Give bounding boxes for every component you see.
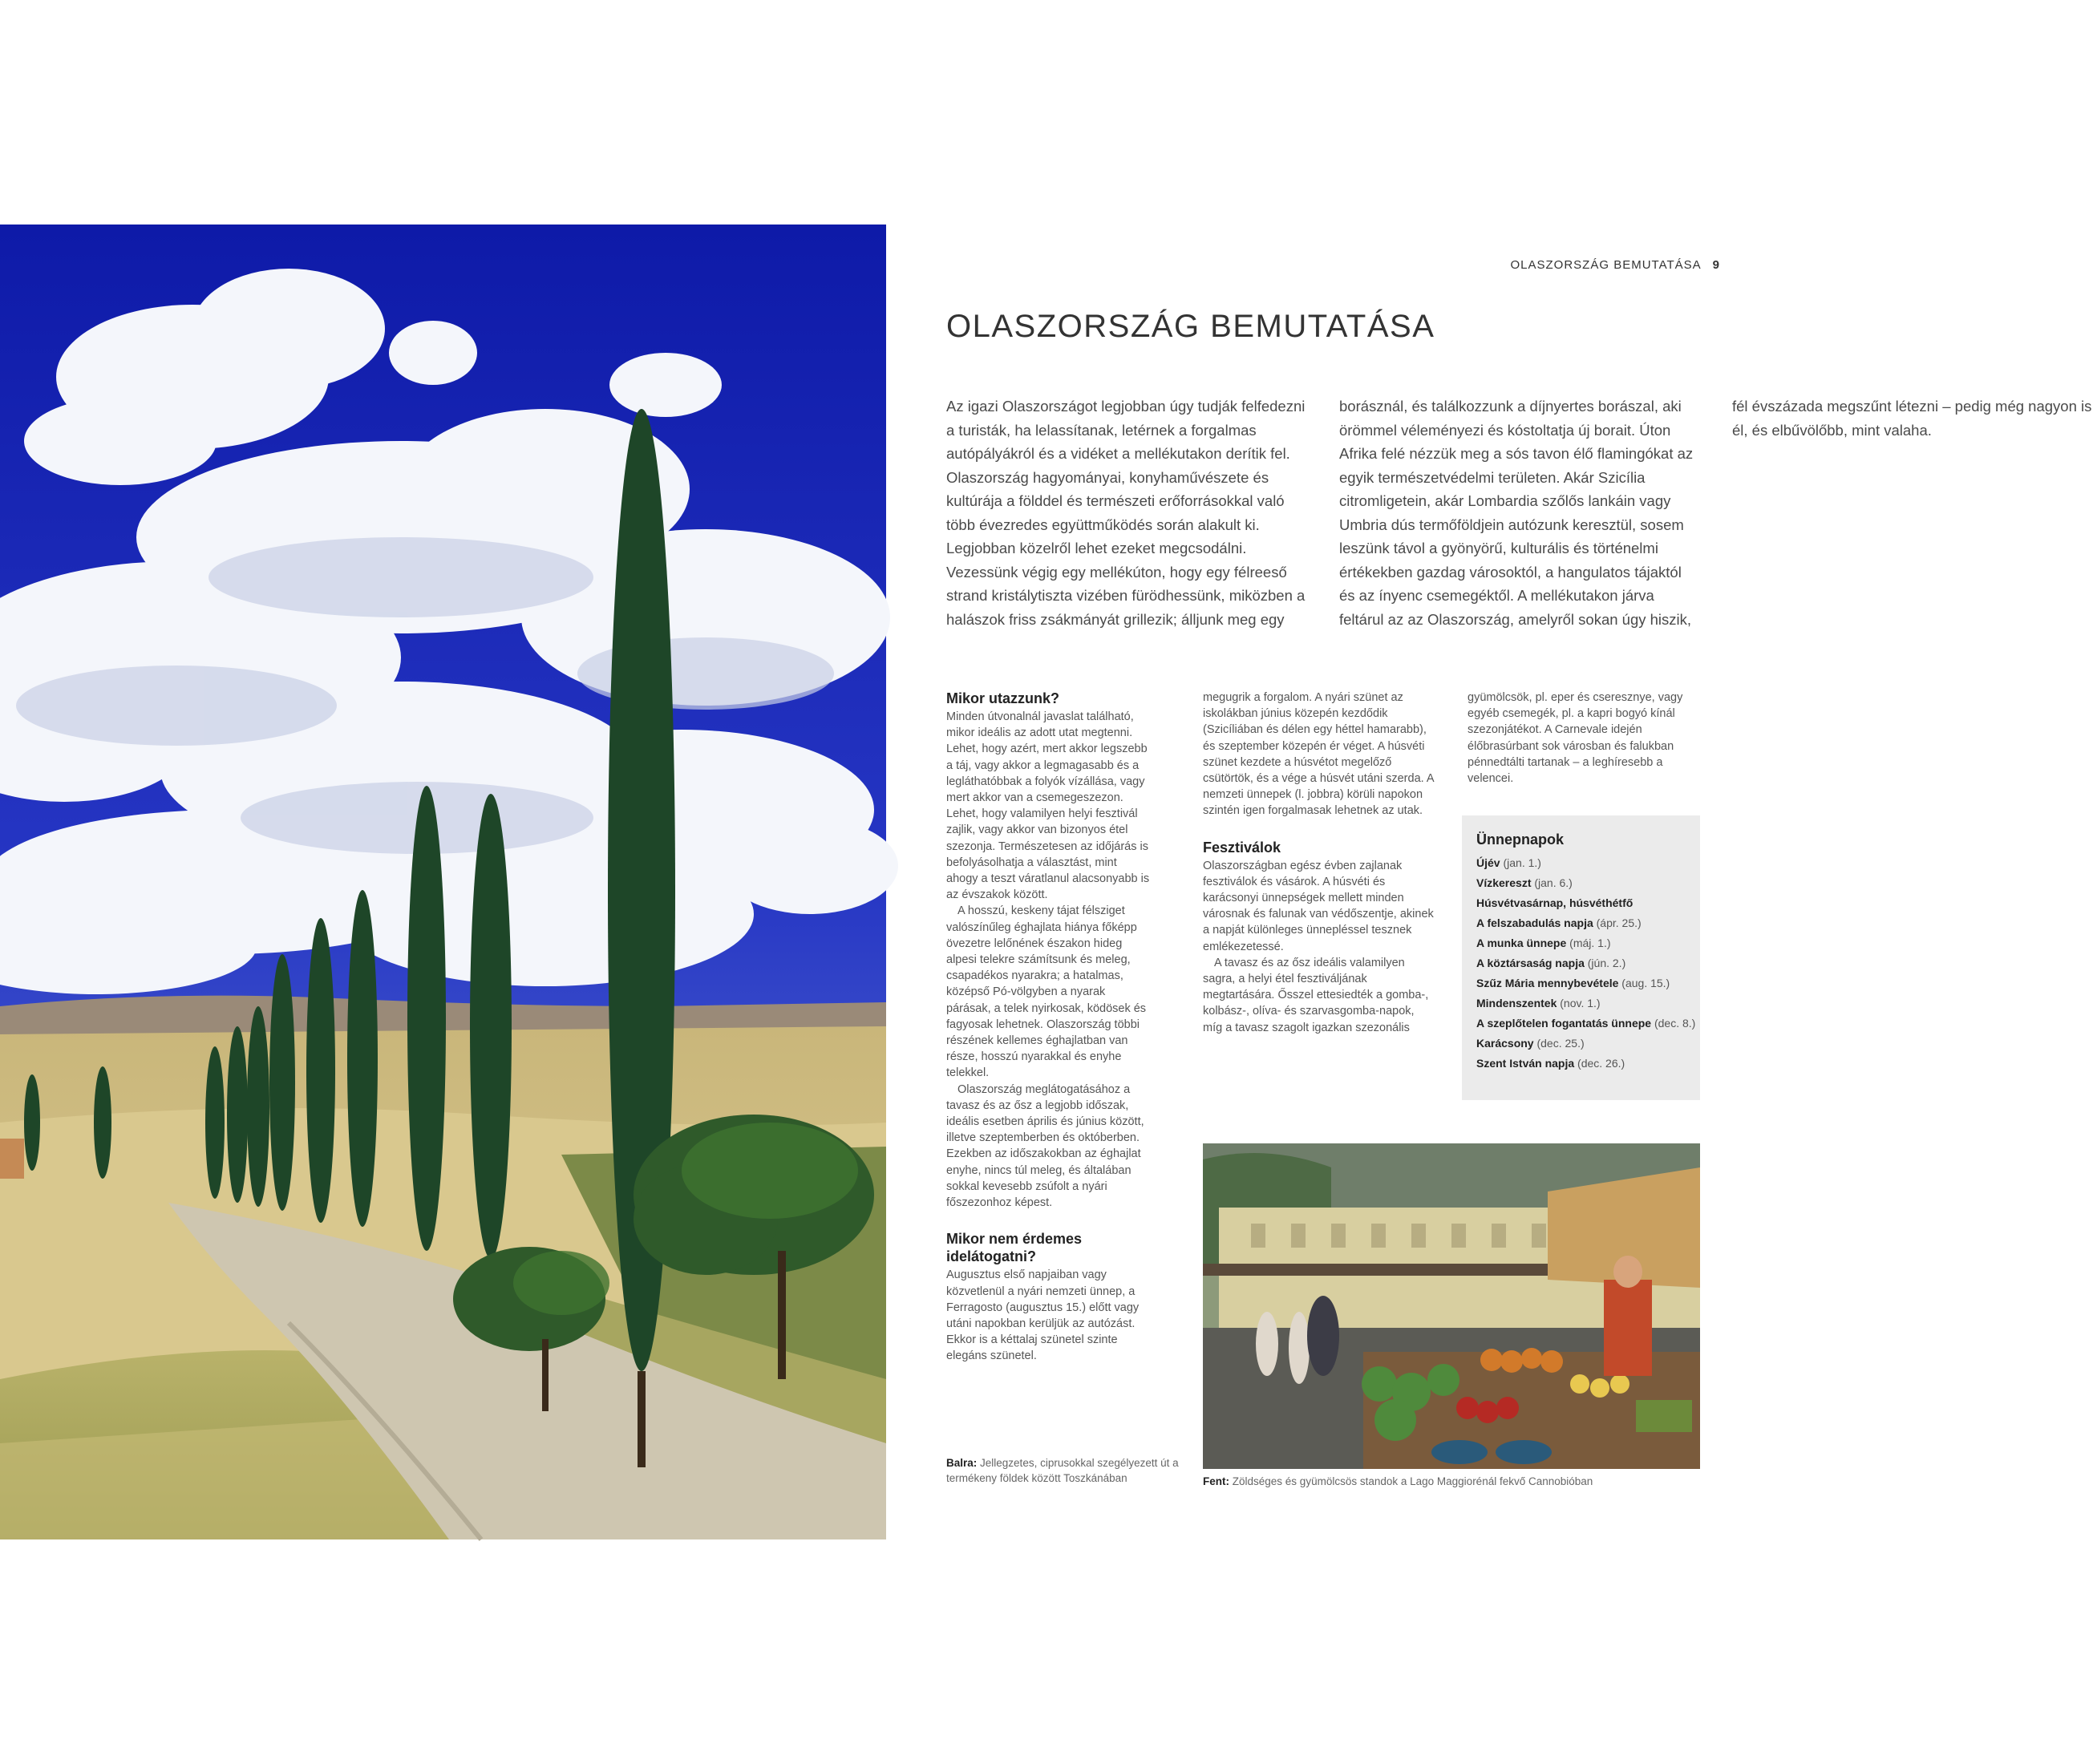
intro-paragraph: Az igazi Olaszországot legjobban úgy tudják felfedezni a turisták, ha lelassítanak, letérnek a forgalmas autópályákról és a vidéket a mellékutakon derítik fel. Olaszország hagyományai, konyhaművészete és kultúrája a földdel és természeti erőforrásokkal való több évezredes együttműködés során alakult ki. Legjobban közelről lehet ezeket megcsodálni. Vezessünk végig egy mellékúton, hogy egy félreeső strand kristálytiszta vizében fürödhessünk, miközben a halászok friss zsákmányát grillezik; álljunk meg egy borásznál, és találkozzunk a díjnyertes borászal, aki örömmel véleményezi és kóstoltatja új borait. Úton Afrika felé nézzük meg a sós tavon élő flamingókat az egyik természetvédelmi területen. Akár Szicília citromligetein, akár Lombardia szőlős lankáin vagy Umbria dús termőföldjein autózunk keresztül, sosem leszünk távol a gyönyörű, kulturális és történelmi értékekben gazdag városoktól, a hangulatos tájaktól és az ínyenc csemegéktől. A mellékutakon járva feltárul az az Olaszország, amelyről sokan úgy hiszik, fél évszázada megszűnt létezni – pedig még nagyon is él, és elbűvölőbb, mint valaha. [946,398,2092,628]
holiday-date: (aug. 15.) [1621,977,1670,989]
holiday-row [1476,853,1689,873]
running-head-title: OLASZORSZÁG BEMUTATÁSA [1510,258,1702,272]
paragraph: A tavasz és az ősz ideális valamilyen sagra, a helyi étel fesztiváljának megtartására. Ősszel ettesiedték a gomba-, kolbász-, olíva- és szarvasgomba-napok, míg a tavasz szagolt igazkan szezonális [1203,956,1429,1034]
holiday-row [1476,1013,1696,1034]
public-holidays-box [1462,815,1700,1100]
paragraph: megugrik a forgalom. A nyári szünet az iskolákban június közepén kezdődik (Szicíliában és délen egy héttel hamarabb), és szeptember közepén ér véget. A húsvéti szünet kezdete a húsvétot megelőző csütörtök, és a vége a húsvét utáni szerda. A nemzeti ünnepek (l. jobbra) körüli napokon szintén igen forgalmasak lehetnek az utak. [1203,691,1434,818]
holiday-name: A köztársaság napja [1476,957,1585,969]
holiday-row [1476,993,1689,1013]
paragraph: Olaszországban egész évben zajlanak fesztiválok és vásárok. A húsvéti és karácsonyi ünnepségek mellett minden városnak és falunak van védőszentje, akinek a napját különleges ünnepléssel tesznek emlékezetessé. [1203,859,1434,953]
holiday-name: Szűz Mária mennybevétele [1476,977,1619,989]
paragraph: Olaszország meglátogatásához a tavasz és az ősz a legjobb időszak, ideális esetben április és június között, illetve szeptemberben és októberben. Ezekben az időszakokban az éghajlat enyhe, nincs túl meleg, és általában sokkal kevesebb zsúfolt a nyári főszezonhoz képest. [946,1082,1144,1210]
holiday-name: Karácsony [1476,1037,1534,1050]
holiday-name: A munka ünnepe [1476,937,1567,949]
holiday-row [1476,1034,1689,1054]
caption-right [1203,1474,1700,1489]
running-head [1511,258,1721,272]
holiday-row [1476,1054,1689,1074]
holiday-date: (dec. 8.) [1654,1017,1696,1030]
right-page [886,225,2092,1539]
festivals-heading: Fesztiválok [1203,839,1281,856]
holiday-date: (máj. 1.) [1569,937,1611,949]
holiday-name: Húsvétvasárnap, húsvéthétfő [1476,896,1634,909]
caption-left [946,1455,1187,1486]
when-to-go-heading: Mikor utazzunk? [946,690,1060,706]
holiday-name: A felszabadulás napja [1476,916,1593,929]
intro-text [946,394,2092,635]
holiday-row [1476,973,1689,993]
page-number: 9 [1712,258,1720,272]
holiday-name: Mindenszentek [1476,997,1557,1009]
holiday-name: Vízkereszt [1476,876,1532,889]
paragraph: A hosszú, keskeny tájat félsziget valószínűleg éghajlata hiánya főképp övezetre lelőnének északon hideg alpesi telekre számítsunk és meleg, csapadékos nyarakra; a hatalmas, középső Pó-völgyben a nyarak párásak, a telek nyirkosak, ködösek és fagyosak lehetnek. Olaszország többi részének kellemes éghajlatban van része, hosszú nyarakkal és enyhe telekkel. [946,904,1147,1080]
holiday-date: (dec. 25.) [1536,1037,1585,1050]
tuscany-photo [0,225,886,1539]
holiday-date: (ápr. 25.) [1596,916,1642,929]
caption-label: Balra: [946,1457,978,1469]
page-title: OLASZORSZÁG BEMUTATÁSA [946,309,1435,344]
holiday-name: A szeplőtelen fogantatás ünnepe [1476,1017,1652,1030]
holiday-list [1476,853,1696,1074]
paragraph: Minden útvonalnál javaslat található, mikor ideális az adott utat megtenni. Lehet, hogy azért, mert akkor legszebb a táj, vagy akkor a legmagasabb és a legláthatóbbak a folyók vízállása, vagy mert akkor van a csemegeszezon. Lehet, hogy valamilyen helyi fesztivál zajlik, vagy akkor van bizonyos étel szezonja. Természetesen az időjárás is befolyásolhatja a választást, mint ahogy a teszt váratlanul alacsonyabb is az évszakok között. [946,710,1150,902]
holiday-name: Szent István napja [1476,1057,1575,1070]
holiday-name: Újév [1476,856,1500,869]
market-photo [1203,1143,1700,1469]
holiday-date: (jún. 2.) [1587,957,1626,969]
holiday-date: (jan. 1.) [1503,856,1541,869]
paragraph: Augusztus első napjaiban vagy közvetlenül a nyári nemzeti ünnep, a Ferragosto (augusztus 15.) előtt vagy utáni napokban kerüljük az autózást. Ekkor is a kéttalaj szünetel szinte elegáns szünetel. [946,1268,1140,1363]
holiday-row [1476,913,1689,933]
holiday-row [1476,873,1689,893]
column-2 [1203,690,1435,1036]
holiday-row [1476,933,1689,953]
caption-label: Fent: [1203,1475,1229,1487]
holiday-row [1476,953,1689,973]
holiday-date: (jan. 6.) [1534,876,1573,889]
caption-text: Jellegzetes, ciprusokkal szegélyezett út a termékeny földek között Toszkánában [946,1457,1179,1484]
holiday-date: (nov. 1.) [1560,997,1601,1009]
paragraph: gyümölcsök, pl. eper és cseresznye, vagy egyéb csemegék, pl. a kapri bogyó kínál szezonjátékot. A Carnevale idején élőbrasúrbant sok városban és falukban pénnedtálti tartanak – a leghíresebb a velencei. [1468,691,1683,786]
column-3 [1468,690,1700,787]
column-1 [946,690,1151,1365]
holidays-heading: Ünnepnapok [1476,831,1565,848]
caption-text: Zöldséges és gyümölcsös standok a Lago Maggiorénál fekvő Cannobióban [1232,1475,1593,1487]
holiday-date: (dec. 26.) [1577,1057,1625,1070]
holiday-row [1476,893,1689,913]
when-not-to-go-heading: Mikor nem érdemes idelátogatni? [946,1231,1083,1265]
